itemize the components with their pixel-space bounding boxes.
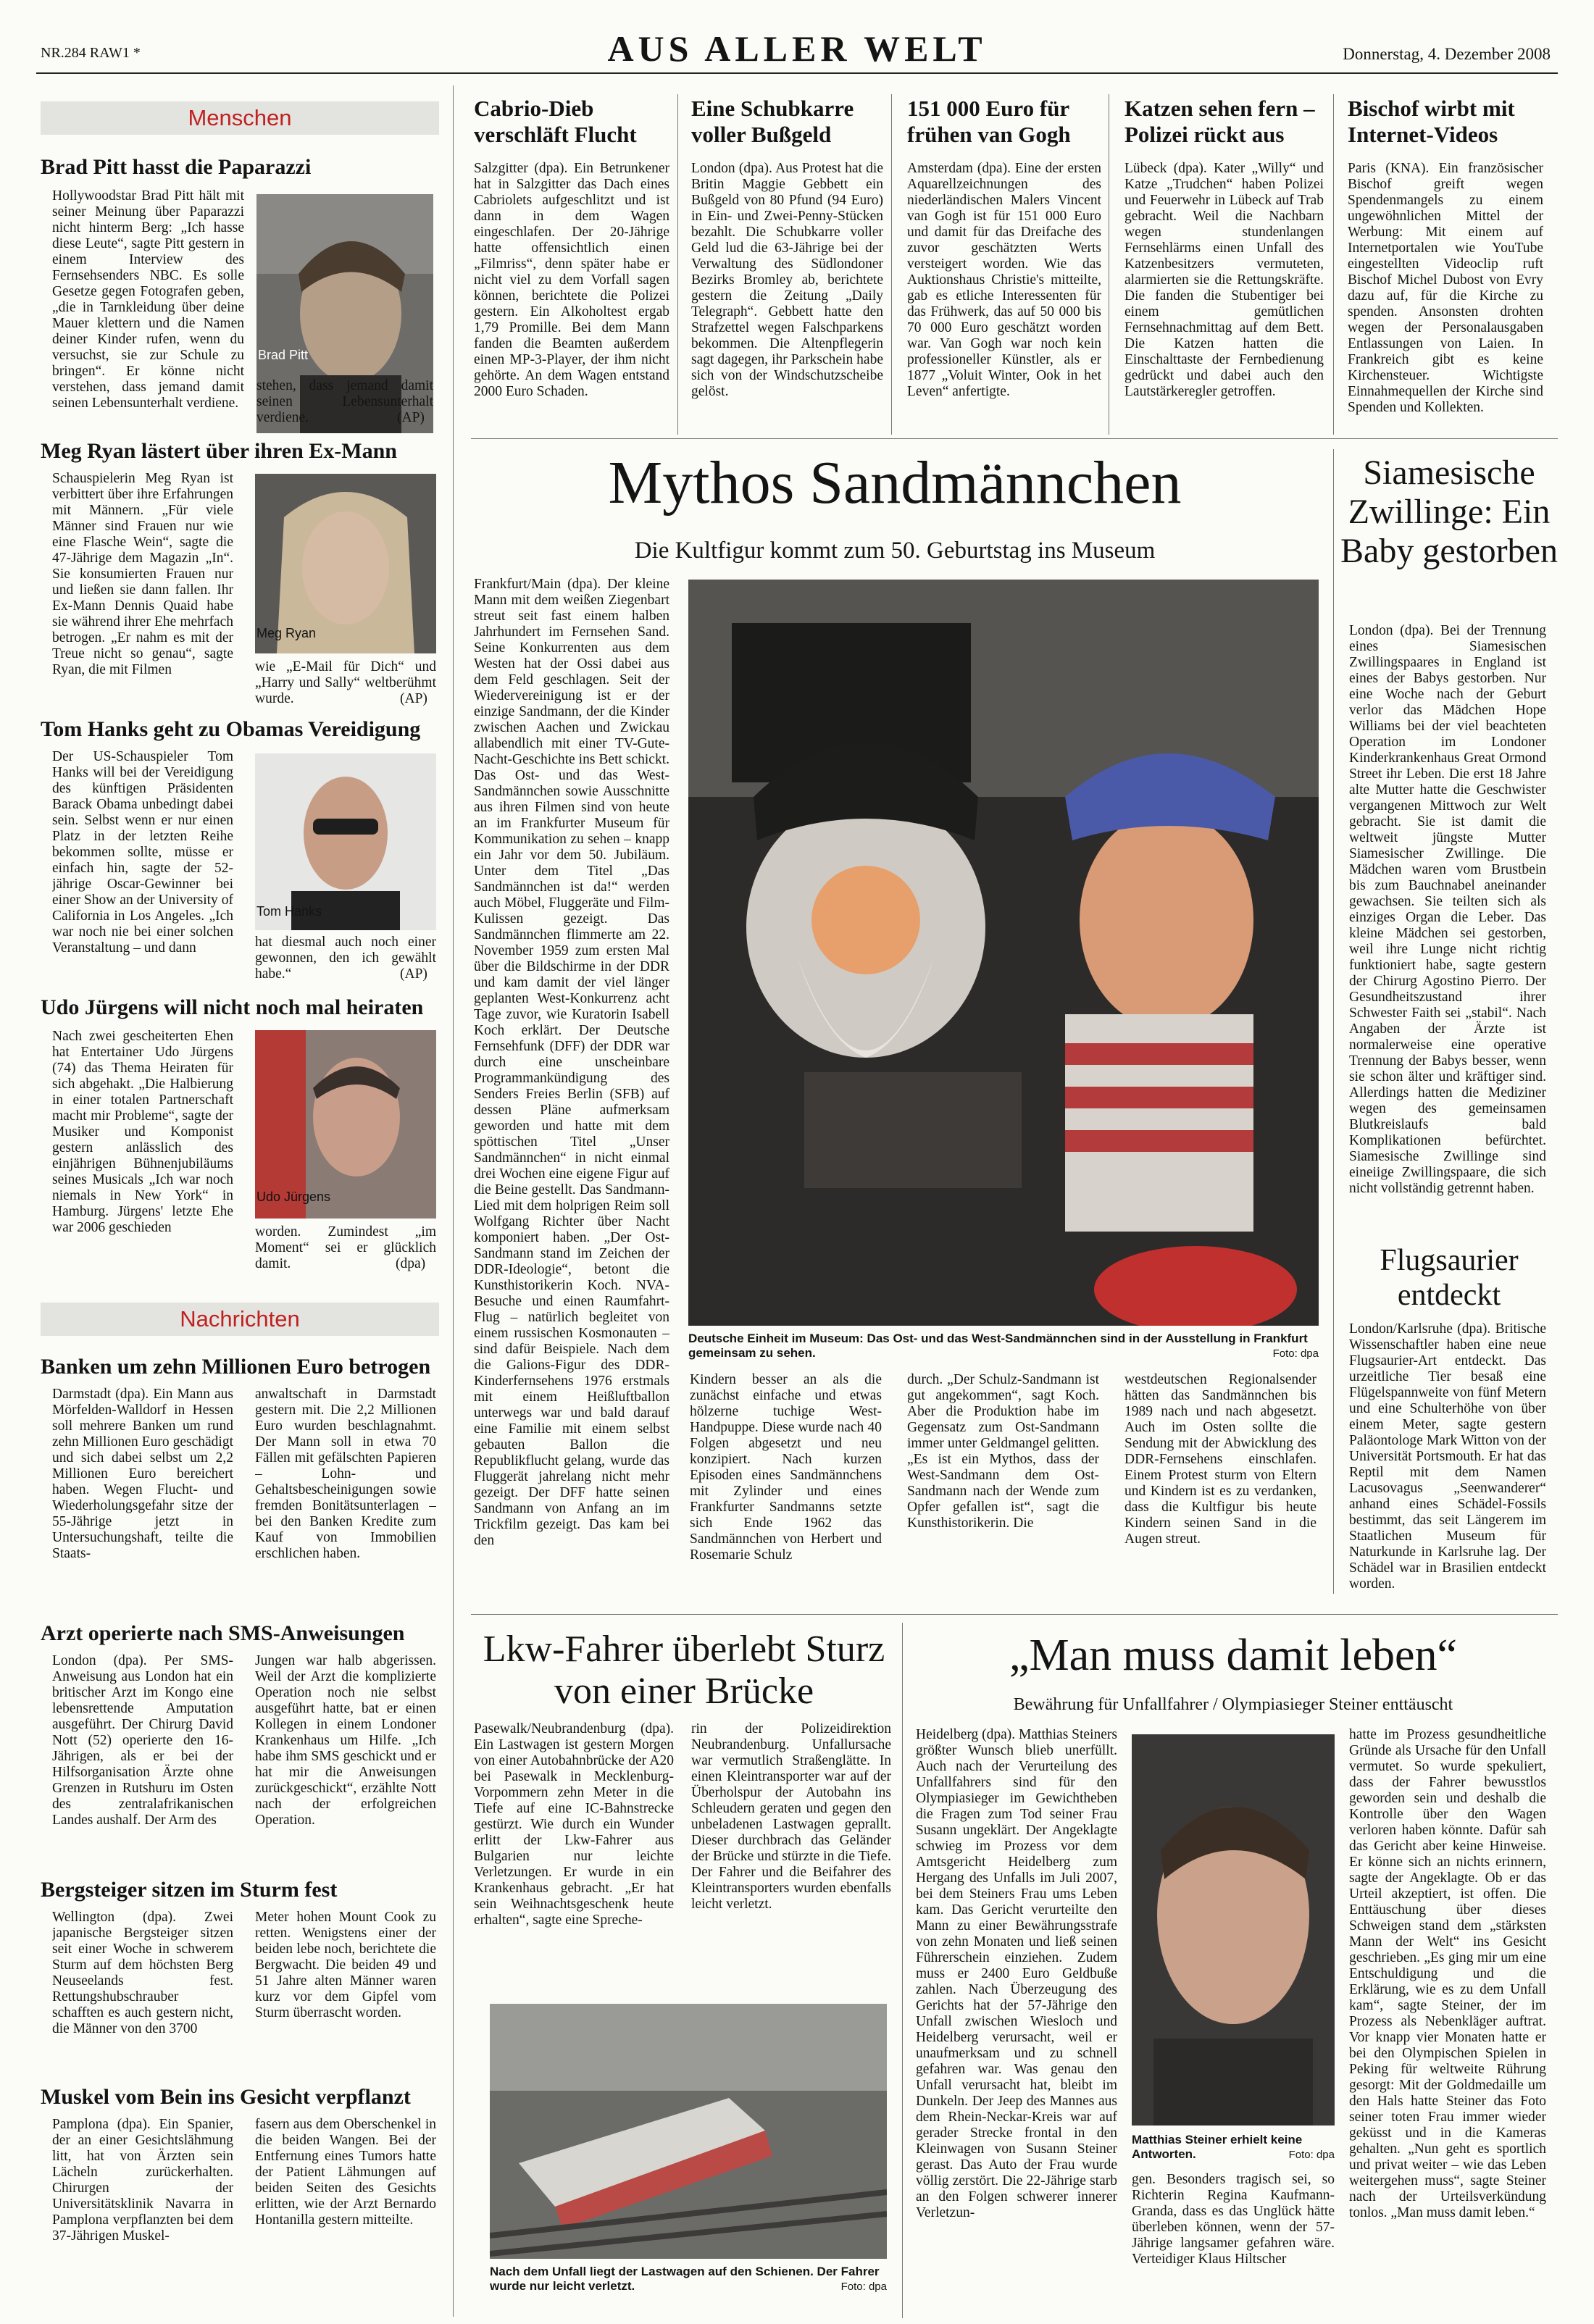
masthead-rule (36, 72, 1558, 74)
headline-top-3: 151 000 Euro für frühen van Gogh (907, 96, 1071, 147)
lead-col2: Kindern besser an als die zunächst einfache und etwas hölzerne tuchige West-Handpuppe. Diese wurde nach 40 Folgen abgesetzt und neu konzipiert. Nach kurzen Episoden eines Sandmännchens mit Zylinder und eines Frankfurter Sandmanns setzte sich Ende 1962 das Sandmännchen von Herbert und Rosemarie Schulz (690, 1372, 882, 1563)
article-siamese: London (dpa). Bei der Trennung eines Siamesischen Zwillingspaares in England ist eines der Babys gestorben. Nur eine Woche nach der Geburt verlor das Mädchen Hope Williams bei der viel beachteten Operation im Londoner Kinderkrankenhaus Great Ormond Street ihr Leben. Die erst 18 Jahre alte Mutter hatte die Geschwister vergangenen Mittwoch zur Welt gebracht. Sie ist damit die weltweit jüngste Mutter Siamesischer Zwillinge. Die Mädchen waren vom Brustbein bis zum Bauchnabel aneinander gewachsen. Sie teilten sich als einziges Organ die Leber. Das kleine Mädchen sei gestorben, weil ihre Lunge nicht richtig funktioniert habe, sagte gestern der Chirurg Agostino Pierro. Der Gesundheitszustand ihrer Schwester Faith sei „stabil“. Nach Angaben der Ärzte ist normalerweise eine operative Trennung der Babys besser, wenn sie schon älter und kräftiger sind. Allerdings hatten die Mediziner wegen des gemeinsamen Blutkreislaufs bald Komplikationen befürchtet. Siamesische Zwillinge sind eineiige Zwillingspaare, die sich nicht vollständig getrennt haben. (1349, 623, 1546, 1196)
headline-hanks: Tom Hanks geht zu Obamas Vereidigung (41, 717, 421, 741)
caption-udo-juergens: Udo Jürgens (256, 1190, 331, 1204)
headline-top-5: Bischof wirbt mit Internet-Videos (1348, 96, 1515, 147)
article-top-4: Lübeck (dpa). Kater „Willy“ und Katze „Trudchen“ haben Polizei und Feuerwehr in Lübeck auf Trab gebracht. Weil die Nachbarn wegen stundenlangen Fernsehlärms einen Unfall des Katzenbesitzers vermuteten, alarmierten sie die Rettungskräfte. Die fanden die Stubentiger bei einem gemütlichen Fernsehnachmittag auf dem Bett. Die Katzen hatten die Einschalttaste der Fernbedienung gedrückt und dabei auch den Lautstärkeregler getroffen. (1124, 161, 1324, 399)
caption-meg-ryan: Meg Ryan (256, 626, 317, 640)
headline-arzt: Arzt operierte nach SMS-Anweisungen (41, 1621, 405, 1645)
headline-juergens: Udo Jürgens will nicht noch mal heiraten (41, 995, 424, 1019)
subhead-steiner: Bewährung für Unfallfahrer / Olympiasieger Steiner enttäuscht (1013, 1695, 1453, 1714)
lkw-photo-credit: Foto: dpa (840, 2281, 887, 2293)
headline-ryan: Meg Ryan lästert über ihren Ex-Mann (41, 439, 397, 463)
headline-bergsteiger: Bergsteiger sitzen im Sturm fest (41, 1878, 338, 1902)
headline-steiner: „Man muss damit leben“ (1009, 1631, 1458, 1680)
article-arzt-col1: London (dpa). Per SMS-Anweisung aus London hat ein britischer Arzt im Kongo eine lebensrettende Amputation ausgeführt. Der Chirurg David Nott (52) operierte den 16-Jährigen, als er bei der Hilfsorganisation Ärzte ohne Grenzen in Rutshuru im Osten des zentralafrikanischen Landes aushalf. Der Arm des (52, 1653, 233, 1828)
article-lkw-col2: rin der Polizeidirektion Neubrandenburg. Unfallursache war vermutlich Straßenglätte. In einen Kleintransporter war auf der Überholspur der Autobahn ins Schleudern geraten und gegen den unbeladenen Lastwagen geprallt. Dieser durchbrach das Geländer der Brücke und stürzte in die Tiefe. Der Fahrer und die Beifahrer des Kleintransporters wurden ebenfalls leicht verletzt. (691, 1721, 891, 1912)
article-top-2: London (dpa). Aus Protest hat die Britin Maggie Gebbett ein Bußgeld von 80 Pfund (94 Euro) in Ein- und Zwei-Penny-Stücken bezahlt. Die Schubkarre voller Geld lud die 63-Jährige bei der Verwaltung des Südlondoner Bezirks Bromley ab, berichtete gestern die Zeitung „Daily Telegraph“. Gebbett hatte den Strafzettel wegen Falschparkens bekommen. Die Altenpflegerin sagt dagegen, ihr Parkschein habe sich von der Windschutzscheibe gelöst. (691, 161, 883, 399)
lead-photo-credit: Foto: dpa (1272, 1347, 1319, 1360)
row-divider (471, 1614, 1558, 1615)
steiner-photo-caption: Matthias Steiner erhielt keine Antworten. (1132, 2133, 1303, 2161)
article-steiner-col2: gen. Besonders tragisch sei, so Richterin Regina Kaufmann-Granda, dass es das Unglück hätte überleben können, wenn der 57-Jährige langsamer gefahren wäre. Verteidiger Klaus Hiltscher (1132, 2172, 1335, 2267)
headline-muskel: Muskel vom Bein ins Gesicht verpflanzt (41, 2085, 411, 2109)
photo-matthias-steiner (1132, 1734, 1335, 2126)
article-ryan-cont: wie „E-Mail für Dich“ und „Harry und Sally“ weltberühmt wurde. (255, 659, 436, 706)
headline-banken: Banken um zehn Millionen Euro betrogen (41, 1355, 431, 1379)
steiner-photo-credit: Foto: dpa (1288, 2149, 1335, 2161)
row-divider (471, 438, 1558, 439)
article-muskel-col2: fasern aus dem Oberschenkel in die beiden Wangen. Bei der Entfernung eines Tumors hatte der Patient Lähmungen auf beiden Seiten des Gesichts erlitten, wie der Arzt Bernardo Hontanilla gestern mitteilte. (255, 2117, 436, 2228)
article-flugsaurier: London/Karlsruhe (dpa). Britische Wissenschaftler haben eine neue Flugsaurier-Art entdeckt. Das urzeitliche Tier besaß eine Flügelspannweite von fünf Metern und eine Schulterhöhe von über einem Meter, sagte gestern Paläontologe Mark Witton von der Universität Portsmouth. Er hat das Reptil mit dem Namen Lacusovagus „Seenwanderer“ anhand eines Schädel-Fossils bestimmt, das seit Längerem im Staatlichen Museum für Naturkunde in Karlsruhe lag. Der Schädel war in Brasilien entdeckt worden. (1349, 1321, 1546, 1592)
headline-flugsaurier: Flugsaurier entdeckt (1380, 1244, 1519, 1312)
issue-number: NR.284 RAW1 * (41, 45, 141, 61)
column-divider (453, 85, 454, 2317)
headline-siamese: Siamesische Zwillinge: Ein Baby gestorben (1340, 453, 1558, 570)
article-hanks-text: Der US-Schauspieler Tom Hanks will bei der Vereidigung des künftigen Präsidenten Barack Obama unbedingt dabei sein. Selbst wenn er nur einen Platz in der letzten Reihe bekommen sollte, müsse er einfach hin, sagte der 52-jährige Oscar-Gewinner bei einer Show an der University of California in Los Angeles. „Ich war noch nie bei einer solchen Veranstaltung – und dann (52, 749, 233, 956)
lead-subhead: Die Kultfigur kommt zum 50. Geburtstag ins Museum (634, 538, 1156, 564)
photo-lkw-unfall (490, 2004, 887, 2259)
caption-brad-pitt: Brad Pitt (258, 348, 309, 362)
article-bergsteiger-col2: Meter hohen Mount Cook zu retten. Wenigstens einer der beiden lebe noch, berichtete die Bergwacht. Die beiden 49 und 51 Jahre alten Männer waren kurz vor dem Gipfel vom Sturm überrascht worden. (255, 1910, 436, 2020)
article-steiner-col1: Heidelberg (dpa). Matthias Steiners größter Wunsch blieb unerfüllt. Auch nach der Verurteilung des Unfallfahrers sind für den Olympiasieger im Gewichtheben die Fragen zum Tod seiner Frau Susann ungeklärt. Der Angeklagte schwieg im Prozess vor dem Amtsgericht Heidelberg zum Hergang des Unfalls im Juli 2007, bei dem Steiners Frau ums Leben kam. Das Gericht verurteilte den Mann zu einer Bewährungsstrafe von zehn Monaten und ließ seinen Führerschein einziehen. Zudem muss er 2400 Euro Geldbuße zahlen. Nach Überzeugung des Gerichts hat der 57-Jährige den Unfall zwischen Wiesloch und Heidelberg verursacht, weil er unaufmerksam und zu schnell gefahren war. Was genau den Unfall verursacht hat, bleibt im Dunkeln. Der Jeep des Mannes aus dem Rhein-Neckar-Kreis war auf gerader Strecke frontal in den Kleinwagen von Susann Steiner gerast. Das Auto der Frau wurde völlig zerstört. Die 22-Jährige starb an den Folgen schwerer innerer Verletzun- (916, 1727, 1117, 2220)
headline-top-4: Katzen sehen fern – Polizei rückt aus (1124, 96, 1315, 147)
headline-pitt: Brad Pitt hasst die Paparazzi (41, 155, 312, 179)
portrait-image (1132, 1734, 1335, 2126)
column-divider (1333, 449, 1334, 1594)
article-ryan-text: Schauspielerin Meg Ryan ist verbittert über ihre Erfahrungen mit Männern. „Für viele Männer sind Frauen nur wie eine Flasche Wein“, sagte die 47-Jährige dem Magazin „In“. Sie konsumierten Frauen nur und ließen sie dann fallen. Ihr Ex-Mann Dennis Quaid habe sie während ihrer Ehe mehrfach betrogen. „Er nahm es mit der Treue nicht so genau“, sagte Ryan, die mit Filmen (52, 471, 233, 677)
article-top-5: Paris (KNA). Ein französischer Bischof greift wegen Spendenmangels zu einem ungewöhnlichen Mittel der Werbung: Mit einem auf Internetportalen wie YouTube eingestellten Videoclip ruft Bischof Michel Dubost von Evry dazu auf, für die Kirche zu spenden. Ansonsten drohten wegen der Personalausgaben Entlassungen von Laien. In Frankreich gibt es keine Kirchensteuer. Wichtigste Einnahmequellen der Kirche sind Spenden und Kollekten. (1348, 161, 1543, 415)
agency-pitt: (AP) (397, 410, 425, 425)
column-divider (1333, 94, 1334, 435)
column-divider (677, 94, 678, 435)
article-banken-col1: Darmstadt (dpa). Ein Mann aus Mörfelden-Walldorf in Hessen soll mehrere Banken um rund zehn Millionen Euro geschädigt und sich dabei selbst um 2,2 Millionen Euro bereichert haben. Wegen Flucht- und Wiederholungsgefahr sitze der 55-Jährige jetzt in Untersuchungshaft, teilte die Staats- (52, 1387, 233, 1561)
section-label-nachrichten: Nachrichten (41, 1303, 439, 1336)
article-top-1: Salzgitter (dpa). Ein Betrunkener hat in Salzgitter das Dach eines Cabriolets aufgeschlitzt und ist dann in dem Wagen eingeschlafen. Der 20-Jährige hatte offensichtlich einen „Filmriss“, denn später habe er nicht viel zu dem Vorfall sagen können, berichtete die Polizei gestern. Ein Alkoholtest ergab 1,79 Promille. Bei dem Mann fanden die Beamten außerdem einen MP-3-Player, der ihm nicht gehörte. An dem Wagen entstand 2000 Euro Schaden. (474, 161, 669, 399)
photo-sandmaennchen (688, 580, 1319, 1326)
article-pitt-cont: stehen, dass jemand damit seinen Lebensunterhalt verdiene. (256, 378, 433, 425)
headline-top-1: Cabrio-Dieb verschläft Flucht (474, 96, 637, 147)
article-arzt-col2: Jungen war halb abgerissen. Weil der Arzt die komplizierte Operation noch nie selbst ausgeführt hatte, bat er einen Kollegen in einem Londoner Krankenhaus um Hilfe. „Ich habe ihm SMS geschickt und er hat mir die Anweisungen zurückgeschickt“, erzählte Nott nach der erfolgreichen Operation. (255, 1653, 436, 1828)
lead-col4: westdeutschen Regionalsender hätten das Sandmännchen bis 1989 nach und nach abgesetzt. Auch im Osten sollte die Sendung mit der Abwicklung des DDR-Fernsehens einschlafen. Einem Protest sturm von Eltern und Kindern ist es zu verdanken, dass die Kultfigur bis heute Kindern seinen Sand in die Augen streut. (1124, 1372, 1316, 1547)
section-title: AUS ALLER WELT (607, 28, 987, 69)
article-juergens-text: Nach zwei gescheiterten Ehen hat Entertainer Udo Jürgens (74) das Thema Heiraten für sich abgehakt. „Die Halbierung in einer totalen Partnerschaft macht mir Probleme“, sagte der Musiker und Komponist gestern anlässlich des einjährigen Bühnenjubiläums seines Musicals „Ich war noch niemals in New York“ in Hamburg. Jürgens' letzte Ehe war 2006 geschieden (52, 1029, 233, 1235)
headline-lkw: Lkw-Fahrer überlebt Sturz von einer Brücke (483, 1629, 885, 1712)
lkw-photo-caption: Nach dem Unfall liegt der Lastwagen auf den Schienen. Der Fahrer wurde nur leicht verletzt. (490, 2265, 880, 2293)
article-banken-col2: anwaltschaft in Darmstadt gestern mit. Die 2,2 Millionen Euro wurden beschlagnahmt. Der Mann soll in etwa 70 Fällen mit gefälschten Papieren – Lohn- und Gehaltsbescheinigungen sowie fremden Bonitätsunterlagen – bei den Banken Kredite zum Kauf von Immobilien erschlichen haben. (255, 1387, 436, 1561)
truck-accident-image (490, 2004, 887, 2259)
section-label-menschen: Menschen (41, 101, 439, 135)
agency-juergens: (dpa) (396, 1256, 426, 1271)
caption-tom-hanks: Tom Hanks (256, 904, 322, 919)
lead-headline: Mythos Sandmännchen (608, 449, 1182, 517)
column-divider (891, 94, 892, 435)
lead-photo-caption: Deutsche Einheit im Museum: Das Ost- und das West-Sandmännchen sind in der Ausstellung in Frankfurt gemeinsam zu sehen. (688, 1332, 1308, 1360)
article-muskel-col1: Pamplona (dpa). Ein Spanier, der an einer Gesichtslähmung litt, hat von Ärzten sein Lächeln zurückerhalten. Chirurgen der Universitätsklinik Navarra in Pamplona verpflanzten bei dem 37-Jährigen Muskel- (52, 2117, 233, 2244)
sandmann-figures-image (688, 580, 1319, 1326)
column-divider (902, 1623, 903, 2318)
article-bergsteiger-col1: Wellington (dpa). Zwei japanische Bergsteiger sitzen seit einer Woche in schwerem Sturm auf dem höchsten Berg Neuseelands fest. Rettungshubschrauber schafften es auch gestern nicht, die Männer von den 3700 (52, 1910, 233, 2036)
article-juergens-cont: worden. Zumindest „im Moment“ sei er glücklich damit. (255, 1224, 436, 1271)
agency-ryan: (AP) (400, 691, 427, 706)
article-pitt-text: Hollywoodstar Brad Pitt hält mit seiner Meinung über Paparazzi nicht hinterm Berg: „Ich hasse diese Leute“, sagte Pitt gestern in einem Interview des Fernsehsenders NBC. Es solle Gesetze gegen Fotografen geben, „die in Tarnkleidung über deine Mauer klettern und die Namen deiner Kinder rufen, wenn du versuchst, sie zur Schule zu bringen“. Er könne nicht verstehen, dass jemand damit seinen Lebensunterhalt verdiene. (52, 188, 244, 411)
article-lkw-col1: Pasewalk/Neubrandenburg (dpa). Ein Lastwagen ist gestern Morgen von einer Autobahnbrücke der A20 bei Pasewalk in Mecklenburg-Vorpommern zehn Meter in die Tiefe auf eine IC-Bahnstrecke gestürzt. Wie durch ein Wunder erlitt der Lkw-Fahrer aus Bulgarien nur leichte Verletzungen. Er wurde in ein Krankenhaus gebracht. „Er hat sein Weihnachtsgeschenk heute erhalten“, sagte eine Spreche- (474, 1721, 674, 1928)
article-steiner-col3: hatte im Prozess gesundheitliche Gründe als Ursache für den Unfall vermutet. So wurde spekuliert, dass der Fahrer bewusstlos geworden sein und deshalb die Kontrolle über den Wagen verloren haben könnte. Dafür sah das Gericht aber keine Hinweise. Er könne sich an nichts erinnern, sagte der Angeklagte. Ob er das Urteil akzeptiert, ist offen. Die Enttäuschung über dieses Schweigen stand dem „stärksten Mann der Welt“ ins Gesicht geschrieben. „Es ging mir um eine Entschuldigung und die Erklärung, wie es zu dem Unfall kam“, sagte Steiner, der im Prozess als Nebenkläger auftrat. Vor knapp vier Monaten hatte er bei den Olympischen Spielen in Peking für weltweite Rührung gesorgt: Mit der Goldmedaille um den Hals hatte Steiner das Foto seiner toten Frau immer wieder geküsst und in die Kameras gehalten. „Nun geht es sportlich und privat weiter – wie das Leben weitergehen muss“, sagte Steiner nach der Urteilsverkündung tonlos. „Man muss damit leben.“ (1349, 1727, 1546, 2220)
headline-top-2: Eine Schubkarre voller Bußgeld (691, 96, 854, 147)
issue-date: Donnerstag, 4. Dezember 2008 (1343, 45, 1551, 63)
lead-col3: durch. „Der Schulz-Sandmann ist gut angekommen“, sagt Koch. Aber die Produktion habe im Gegensatz zum Ost-Sandmann immer unter Geldmangel gelitten. „Es ist ein Mythos, dass der West-Sandmann dem Ost-Sandmann nach der Wende zum Opfer gefallen ist“, sagt die Kunsthistorikerin. Die (907, 1372, 1099, 1531)
lead-col1: Frankfurt/Main (dpa). Der kleine Mann mit dem weißen Ziegenbart streut seit fast einem halben Jahrhundert im Fernsehen Sand. Seine Konkurrenten aus dem Westen hat der Ossi dabei aus dem Feld geschlagen. Seit der Wiedervereinigung ist er der einzige Sandmann, der die Kinder zwischen Aachen und Zwickau allabendlich mit einer TV-Gute-Nacht-Geschichte ins Bett schickt. Das Ost- und das West-Sandmännchen sowie Ausschnitte aus ihren Filmen sind von heute an im Frankfurter Museum für Kommunikation zu sehen – knapp ein Jahr vor dem 50. Jubiläum. Unter dem Titel „Das Sandmännchen ist da!“ werden auch Möbel, Fluggeräte und Film-Kulissen gezeigt. Das Sandmännchen flimmerte am 22. November 1959 zum ersten Mal über die Bildschirme in der DDR und kam damit der viel länger geplanten West-Konkurrenz acht Tage zuvor, wie Kuratorin Isabell Koch erklärt. Der Deutsche Fernsehfunk (DFF) der DDR war durch eine unscheinbare Programmankündigung des Senders Freies Berlin (SFB) auf dessen Pläne aufmerksam geworden und hatte mit dem spöttischen Titel „Unser Sandmännchen“ in nicht einmal drei Wochen eine eigene Figur auf die Beine gestellt. Das Sandmann-Lied mit dem holprigen Reim soll Wolfgang Richter über Nacht komponiert haben. „Der Ost-Sandmann stand im Zeichen der DDR-Ideologie“, betont die Kunsthistorikerin Koch. NVA-Besuche und einen Raumfahrt-Flug – natürlich begleitet von einem russischen Kosmonauten – sind dafür Beispiele. Nach dem die Galions-Figur des DDR-Kinderfernsehens 1976 erstmals mit einem Heißluftballon unterwegs war und bald darauf eine Familie mit einem selbst gebauten Ballon die Republikflucht gelang, wurde das Fluggerät jahrelang nicht mehr gezeigt. Der DFF hatte seinen Sandmann von Anfang an im Trickfilm gezeigt. Das kam bei den (474, 577, 669, 1548)
article-top-3: Amsterdam (dpa). Eine der ersten Aquarellzeichnungen des niederländischen Malers Vincent van Gogh ist für 151 000 Euro und damit für das Dreifache des zuvor geschätzten Werts versteigert worden. Wie das Auktionshaus Christie's mitteilte, gab es etliche Interessenten für das Frühwerk, das auf 50 000 bis 70 000 Euro geschätzt worden war. Van Gogh war noch kein professioneller Künstler, als er 1877 „Voluit Winter, Ook in het Leven“ anfertigte. (907, 161, 1101, 399)
article-hanks-cont: hat diesmal auch noch einer gewonnen, den ich gewählt habe.“ (255, 935, 436, 982)
agency-hanks: (AP) (400, 966, 427, 982)
